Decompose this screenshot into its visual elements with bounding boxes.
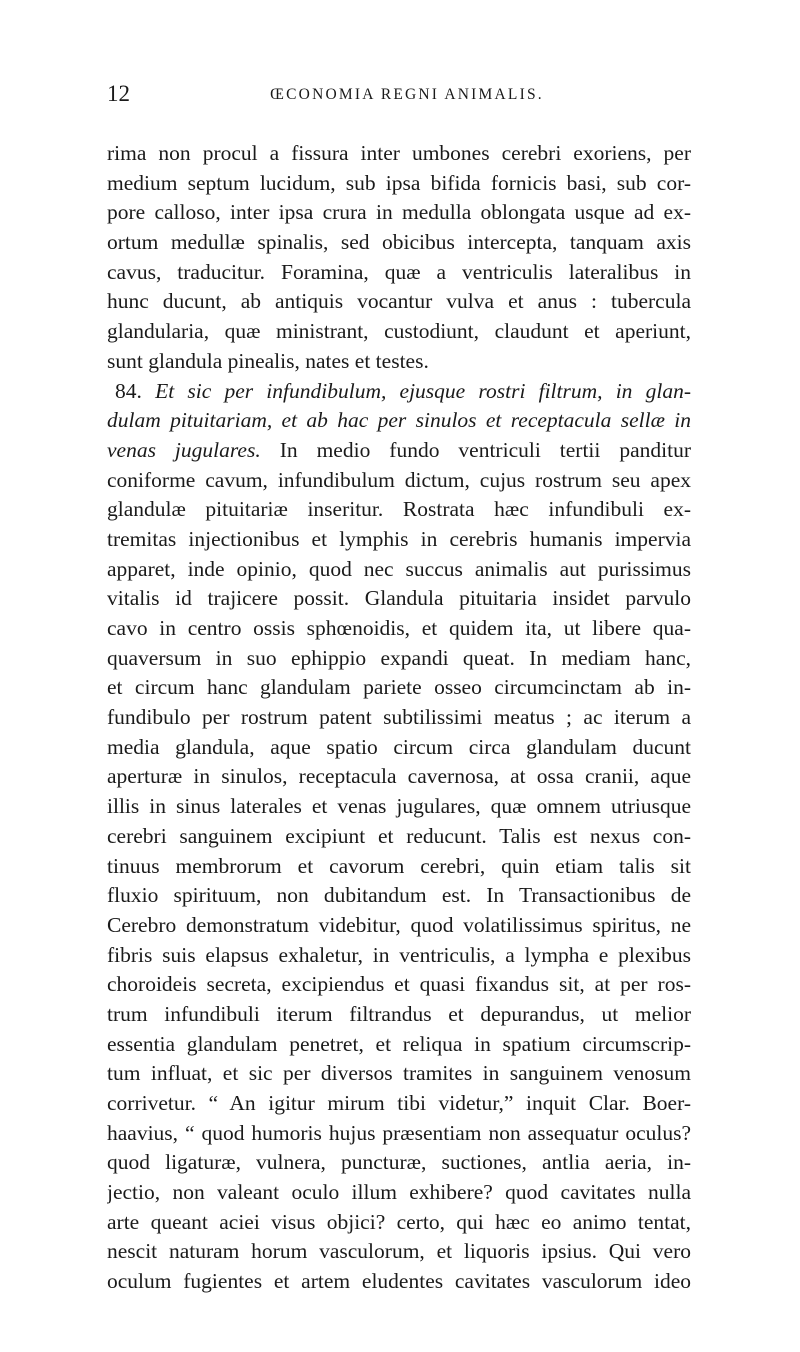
text-line: fluxio spirituum, non dubitandum est. In Transactionibus de: [107, 883, 691, 908]
text-line: tum influat, et sic per diversos tramites in sanguinem venosum: [107, 1061, 691, 1086]
body-text: [107, 139, 691, 1297]
text-line: oculum fugientes et artem eludentes cavitates vasculorum ideo: [107, 1269, 691, 1294]
text-line: quod ligaturæ, vulnera, puncturæ, suctiones, antlia aeria, in-: [107, 1150, 691, 1175]
text-line: pore calloso, inter ipsa crura in medulla oblongata usque ad ex-: [107, 200, 691, 225]
text-line: tremitas injectionibus et lymphis in cerebris humanis impervia: [107, 526, 691, 551]
text-line: apparet, inde opinio, quod nec succus animalis aut purissimus: [107, 556, 691, 581]
section-heading: venas jugulares.: [107, 437, 261, 462]
section-number: 84.: [115, 378, 142, 403]
text-line: medium septum lucidum, sub ipsa bifida fornicis basi, sub cor-: [107, 170, 691, 195]
section-heading-line: [107, 436, 691, 466]
section-heading-line: [107, 406, 691, 436]
text-line: et circum hanc glandulam pariete osseo circumcinctam ab in-: [107, 675, 691, 700]
text-line: cavus, traducitur. Foramina, quæ a ventriculis lateralibus in: [107, 259, 691, 284]
text-line: aperturæ in sinulos, receptacula cavernosa, at ossa cranii, aque: [107, 764, 691, 789]
text-line: cavo in centro ossis sphœnoidis, et quidem ita, ut libere qua-: [107, 616, 691, 640]
text-line: media glandula, aque spatio circum circa glandulam ducunt: [107, 734, 691, 759]
text-line: glandulæ pituitariæ inseritur. Rostrata hæc infundibuli ex-: [107, 497, 691, 522]
text-line: corrivetur. “ An igitur mirum tibi videtur,” inquit Clar. Boer-: [107, 1091, 691, 1115]
page-number: 12: [107, 81, 130, 106]
text-line: tinuus membrorum et cavorum cerebri, quin etiam talis sit: [107, 853, 691, 878]
text-line: fundibulo per rostrum patent subtilissimi meatus ; ac iterum a: [107, 705, 691, 730]
text-line: vitalis id trajicere possit. Glandula pituitaria insidet parvulo: [107, 586, 691, 611]
text-line: coniforme cavum, infundibulum dictum, cujus rostrum seu apex: [107, 467, 691, 492]
text-line: jectio, non valeant oculo illum exhibere? quod cavitates nulla: [107, 1180, 691, 1205]
text-line: trum infundibuli iterum filtrandus et depurandus, ut melior: [107, 1001, 691, 1026]
text-line: quaversum in suo ephippio expandi queat. In mediam hanc,: [107, 645, 691, 670]
text-run: In medio fundo ventriculi tertii panditur: [279, 437, 691, 462]
text-line: sunt glandula pinealis, nates et testes.: [107, 348, 429, 373]
text-line: arte queant aciei visus objici? certo, qui hæc eo animo tentat,: [107, 1209, 691, 1234]
text-line: illis in sinus laterales et venas jugulares, quæ omnem utriusque: [107, 794, 691, 819]
section-heading: Et sic per infundibulum, ejusque rostri filtrum, in glan-: [155, 378, 691, 403]
section-heading-line: [107, 377, 691, 407]
text-line: nescit naturam horum vasculorum, et liquoris ipsius. Qui vero: [107, 1239, 691, 1264]
running-title: ŒCONOMIA REGNI ANIMALIS.: [270, 86, 544, 103]
text-line: glandularia, quæ ministrant, custodiunt, claudunt et aperiunt,: [107, 319, 691, 344]
running-head: [107, 80, 691, 108]
section-heading: dulam pituitariam, et ab hac per sinulos et receptacula sellæ in: [107, 408, 691, 433]
text-line: haavius, “ quod humoris hujus præsentiam non assequatur oculus?: [107, 1120, 691, 1145]
text-line: hunc ducunt, ab antiquis vocantur vulva et anus : tubercula: [107, 289, 691, 314]
text-line: rima non procul a fissura inter umbones cerebri exoriens, per: [107, 141, 691, 165]
text-line: cerebri sanguinem excipiunt et reducunt. Talis est nexus con-: [107, 823, 691, 848]
text-line: essentia glandulam penetret, et reliqua in spatium circumscrip-: [107, 1031, 691, 1056]
text-line: Cerebro demonstratum videbitur, quod volatilissimus spiritus, ne: [107, 912, 691, 937]
text-line: ortum medullæ spinalis, sed obicibus intercepta, tanquam axis: [107, 230, 691, 255]
text-line: choroideis secreta, excipiendus et quasi fixandus sit, at per ros-: [107, 972, 691, 997]
text-line: fibris suis elapsus exhaletur, in ventriculis, a lympha e plexibus: [107, 942, 691, 967]
